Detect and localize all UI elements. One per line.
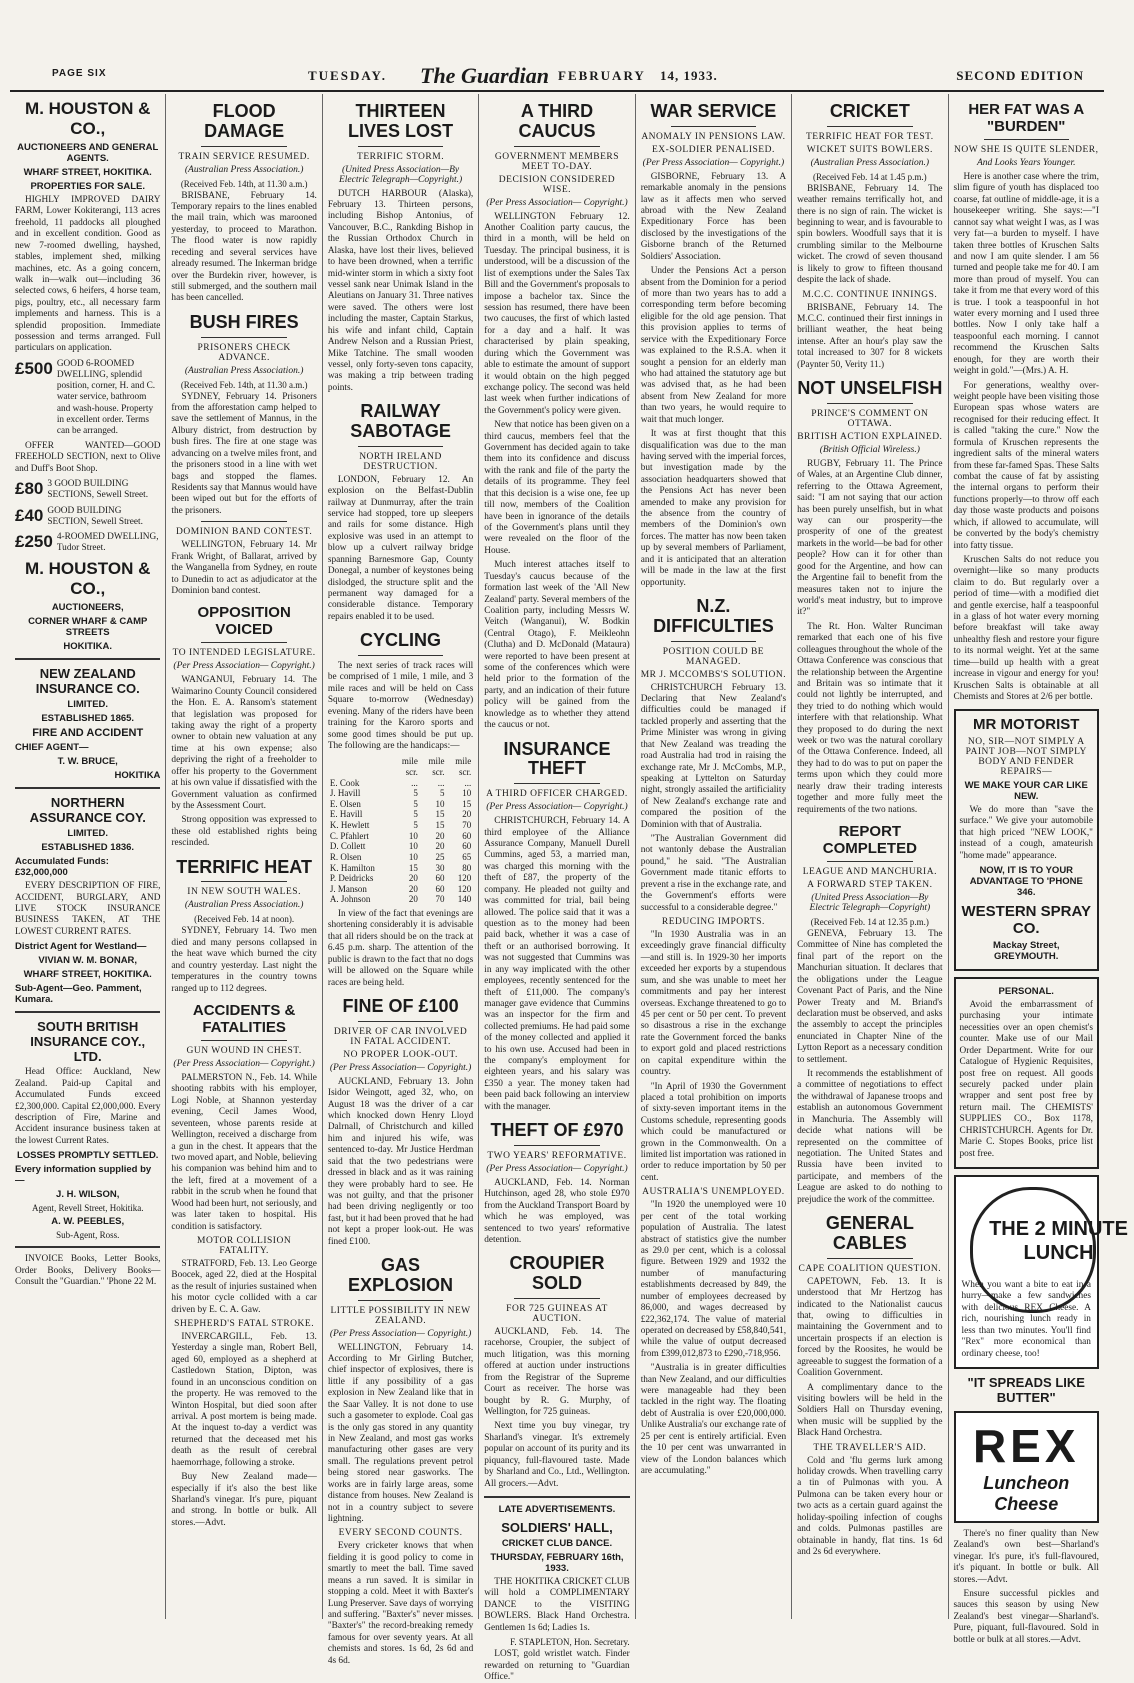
subheading: TO INTENDED LEGISLATURE.: [172, 648, 316, 659]
sub-agent: Sub-Agent—Geo. Pamment, Kumara.: [15, 983, 142, 1006]
article-body: INVERCARGILL, Feb. 13. Yesterday a single man, Robert Bell, aged 60, employed as a shepherd at Castledown Station, Dipton, was found in an unconscious condition on the property. He was removed to the Winton Hospital, but died soon after arrival. A post mortem is being made. At the inquest to-day a verdict was returned that the deceased met his death as the result of cerebral haemorrhage, following a stroke.: [171, 1332, 317, 1468]
advertisement-text: Kruschen Salts do not reduce you overnight—like so many products claim to do. But regularly over a period of time—with a modified diet and gentle exercise, half a teaspoonful in a glass of hot water every morning before breakfast will take away unhealthy flesh and restore your figure to its normal weight. Yet at the same time—build up health with a great increase in vigour and energy for you! Kruschen Salts is obtainable at all Chemists and Stores at 2/6 per bottle.: [953, 554, 1099, 702]
article-body: WELLINGTON, February 14. According to Mr Girling Butcher, chief inspector of explosives, there is little if any possibility of a gas explosion in New Zealand like that in the Saar Valley. It is not done to use such a gasometer to explode. Coal gas is the only gas stored in any quantity in New Zealand, and most gas works manufacturing other gases are very small. The regulations prevent petrol being stored near gasworks. The works are in fairly large areas, some distance from houses. New Zealand is not in a country subject to severe lightning.: [327, 1342, 474, 1524]
hokitika-label-2: HOKITIKA: [114, 770, 161, 782]
theft-970-headline: THEFT OF £970: [490, 1120, 624, 1141]
wharf-street-2: WHARF STREET, HOKITIKA.: [23, 969, 152, 981]
subheading: AUSTRALIA'S UNEMPLOYED.: [642, 1187, 785, 1198]
subheading: CAPE COALITION QUESTION.: [798, 1263, 942, 1274]
table-cell: 5: [440, 788, 445, 799]
article-body: In view of the fact that evenings are shortening considerably it is advisable that all riders should be on the track at 6.45 p.m. sharp. The attention of the public is drawn to the fact that no dogs will be allowed on the Square while races are being held.: [327, 908, 474, 988]
article-body: It was at first thought that this disqualification was due to the man having served with the imperial forces, but investigation made by the association headquarters showed that the Pensions Act has never been amended to make any provision for the absence from the country of members of the Dominion's own forces. The matter has now been taken up by several members of Parliament, and it is anticipated that an alteration will be made in the law at the first opportunity.: [640, 429, 787, 588]
article-body: CHRISTCHURCH February 13. Declaring that New Zealand's difficulties could be managed if tackled properly and asserting that the Prime Minister was wrong in giving that New Zealand was treading the road Australia had trod in raising the exchange rate, Mr J. McCombs, M.P., speaking at Lyttelton on Saturday night, strongly assailed the artificiality of New Zealand's exchange rate and compared the position of the Dominion with that of Australia.: [640, 682, 787, 830]
table-cell: A. Johnson: [329, 894, 371, 905]
subheading: POSITION COULD BE MANAGED.: [662, 646, 765, 667]
press-credit: (Per Press Association— Copyright.): [173, 661, 315, 672]
subheading: EX-SOLDIER PENALISED.: [651, 144, 775, 155]
table-cell: 60: [462, 830, 472, 841]
accidents-headline: ACCIDENTS & FATALITIES: [192, 1002, 296, 1036]
listing-250-text: 4-ROOMED DWELLING, Tudor Street.: [56, 531, 159, 554]
subheading: TWO YEARS' REFORMATIVE.: [487, 1150, 627, 1161]
subheading: NO, SIR—NOT SIMPLY A PAINT JOB—NOT SIMPLY BODY AND FENDER REPAIRS—: [965, 736, 1087, 777]
personal-heading: PERSONAL.: [998, 986, 1054, 998]
subheading: A FORWARD STEP TAKEN.: [807, 880, 933, 890]
article-body: DUTCH HARBOUR (Alaska), February 13. Thirteen persons, including Bishop Antonius, of Vancouver, B.C., Rankding Bishop in the Russian Orthodox Church in Alaska, have lost their lives, believed to have been drowned, when a terrific mid-winter storm in which a sixty foot vessel sank near Unimak Island in the Aleutians on January 31. Three natives were saved. The others were lost including the master, Captain Starkus, his wife and infant child, Captain Andrew Nelson and a Russian Priest, Mike Tatchine. The small wooden vessel, only forty-seven tons capacity, was making a trip between trading points.: [327, 188, 474, 393]
lunch-slogan: THE 2 MINUTE LUNCH: [989, 1217, 1128, 1264]
croupier-sold-headline: CROUPIER SOLD: [509, 1253, 605, 1294]
table-cell: scr.: [405, 767, 418, 778]
article-body: SYDNEY, February 14. Prisoners from the afforestation camp helped to save the settlement of Mannus, in the Albury district, from destruction by bush fires. The fire at one stage was advancing on a twelve miles front, and the prisoners stood in a line with wet bags and stopped the flames. Residents say that Mannus would have been wiped out but for the efforts of the prisoners.: [171, 391, 317, 516]
cycling-headline: CYCLING: [360, 630, 442, 651]
listing-250: [15, 532, 160, 554]
table-cell: mile: [428, 756, 445, 767]
table-cell: 120: [457, 873, 472, 884]
advertisement-text: We do more than "save the surface." We give your automobile that high priced "NEW LOOK," instead of a cough, amateurish "home made" appearance.: [959, 804, 1093, 861]
handicap-table: [328, 756, 473, 905]
flood-damage-headline: FLOOD DAMAGE: [204, 101, 285, 141]
table-cell: 30: [435, 862, 445, 873]
subheading: THE TRAVELLER'S AID.: [813, 1442, 927, 1453]
not-unselfish-headline: NOT UNSELFISH: [797, 378, 943, 399]
advertisement-text: Cold and 'flu germs lurk among holiday crowds. When travelling carry a tin of Pulmonas with you. A Pulmona can be taken every hour or two acts as a certain guard against the holiday-spoiling infection of coughs and colds. Pulmonas pastilles are obtainable in handy, flat tins. 1s 6d and 2s 6d everywhere.: [797, 1455, 943, 1557]
columns: [10, 94, 1128, 1682]
article-body: Much interest attaches itself to Tuesday's caucus because of the formation last week of the 'All New Zealand' party. Several members of the Coalition party, including Messrs W. Veitch (Wanganui), W. Bodkin (Central Otago), F. Meikleohn (Clutha) and D. McDonald (Mataura) were reported to have been present at some of the conferences which were held prior to the formation of the party, and an indication of their future policy will be gained from the knowledge as to whether they attend the caucus or not.: [484, 560, 630, 731]
subheading: EVERY SECOND COUNTS.: [338, 1528, 463, 1539]
article-body: STRATFORD, Feb. 13. Leo George Boocek, aged 22, died at the Hospital as the result of injuries sustained when his motor cycle collided with a car driven by E. C. A. Gaw.: [171, 1258, 317, 1315]
price-40: £40: [15, 505, 44, 525]
masthead-month: FEBRUARY: [558, 68, 646, 83]
table-row: [328, 894, 473, 905]
table-cell: 10: [408, 851, 418, 862]
table-cell: ...: [411, 777, 418, 788]
advertisement-text: Next time you buy vinegar, try Sharland's vinegar. It's extremely popular on account of its purity and its piquancy, full-flavoured taste. Made by Sharland and Co., Ltd., Wellington. All grocers.—Advt.: [484, 1421, 630, 1489]
northern-assurance-heading: NORTHERN ASSURANCE COY.: [29, 795, 146, 826]
soldiers-hall: SOLDIERS' HALL,: [501, 1519, 613, 1535]
masthead-date: 14, 1933.: [660, 68, 718, 83]
subheading: NOW SHE IS QUITE SLENDER,: [953, 145, 1099, 155]
table-cell: mile: [455, 756, 472, 767]
dateline: (Received Feb. 14th, at 11.30 a.m.): [180, 178, 308, 189]
article-body: WELLINGTON, February 14. Mr Frank Wright, of Ballarat, arrived by the Wanganella from Sydney, en route to Dunedin to act as adjudicator at the Dominion band contest.: [171, 540, 317, 596]
accumulated-funds: Accumulated Funds: £32,000,000: [15, 856, 109, 879]
listing-80: [15, 479, 160, 501]
table-cell: 20: [462, 809, 472, 820]
advertisement-text: When you want a bite to eat in a hurry—make a few sandwiches with delicious REX Cheese. A rich, nourishing lunch ready in less than two minutes. You'll find "Rex" more economical than ordinary cheese, too!: [961, 1279, 1091, 1359]
dateline: (Received Feb. 14 at 12.35 p.m.): [810, 917, 929, 927]
table-cell: [328, 767, 393, 778]
press-credit: (British Official Wireless.): [819, 444, 920, 455]
agent-bonar: VIVIAN W. M. BONAR,: [38, 955, 138, 967]
agent-peebles: A. W. PEEBLES,: [51, 1216, 125, 1228]
subheading: DRIVER OF CAR INVOLVED IN FATAL ACCIDENT.: [333, 1026, 468, 1047]
table-row: [328, 767, 473, 778]
table-cell: [328, 756, 393, 767]
article-body: "In 1920 the unemployed were 10 per cent of the total working population of Australia. The latest abstract of statistics give the number as 29.0 per cent, which is a colossal figure. Between 1929 and 1932 the number of manufacturing establishments decreased by 849, the number of employees decreased by 86,000, and wages decreased by £22,362,174. The value of material operated on decreased by £58,840,541, while the value of output decreased from £399,012,873 to £290,-718,956.: [640, 1200, 787, 1359]
column-3: [323, 94, 479, 1666]
subheading: M.C.C. CONTINUE INNINGS.: [802, 289, 938, 300]
table-cell: 5: [413, 788, 418, 799]
table-cell: ...: [464, 777, 472, 788]
article-body: "In April of 1930 the Government placed a total prohibition on imports of sixty-seven important items in the Customs schedule, representing goods which could be manufactured or grown in the Commonwealth. On a limited list importation was rationed in order to reduce importation by 50 per cent.: [640, 1081, 787, 1183]
auctioneers-label: AUCTIONEERS AND GENERAL AGENTS.: [17, 142, 159, 164]
article-body: AUCKLAND, February 13. John Isidor Weingott, aged 32, who, on August 18 was the driver of a car which knocked down Henry Lloyd Dalrnall, of Christchurch and killed him and injured his wife, was sentenced to-day. Mr Justice Herdman said that the two pedestrians were dressed in black and as it was raining they were probably hard to see. He was not guilty, and that the prisoner had been driving negligently or too fast, but it had been proved that he had not kept a proper look-out. He was fined £100.: [327, 1076, 474, 1247]
table-cell: 20: [435, 830, 445, 841]
table-row: [328, 841, 473, 852]
nz-insurance-established: ESTABLISHED 1865.: [41, 713, 135, 725]
table-cell: 15: [462, 798, 472, 809]
table-cell: 60: [435, 873, 445, 884]
dairy-farm-ad: HIGHLY IMPROVED DAIRY FARM, Lower Kokiterangi, 113 acres freehold, 11 paddocks all ploughed and in excellent condition. Good as new 7-roomed dwelling, hayshed, stables, implement shed, milking machines, etc. As a going concern, walk in—walk out—including 36 selected cows, 6 heifers, 4 horse team, pigs, poultry, etc., all necessary farm implements and harness. This is a splendid proposition. Immediate possession and terms arranged. Full particulars on application.: [15, 195, 161, 354]
insurance-theft-headline: INSURANCE THEFT: [503, 738, 611, 779]
table-row: [328, 799, 473, 810]
dance-date: THURSDAY, FEBRUARY 16th, 1933.: [490, 1551, 624, 1574]
article-body: Under the Pensions Act a person absent from the Dominion for a period of more than two years has to add a corresponding term before becoming eligible for the old age pension. That this provision applies to terms of service with the Expeditionary Force was explained to the R.S.A. when it sought a pension for an elderly man who had attained the statutory age but was advised that, as he had been absent from New Zealand for more than two years, he would require to wait that much longer.: [640, 266, 787, 425]
invoice-books-ad: INVOICE Books, Letter Books, Order Books, Delivery Books—Consult the "Guardian." 'Phone 22 M.: [15, 1254, 161, 1288]
table-cell: K. Hewlett: [329, 820, 370, 831]
subheading: WICKET SUITS BOWLERS.: [806, 144, 933, 155]
table-row: [328, 863, 473, 874]
article-body: A complimentary dance to the visiting bowlers will be held in the Soldiers Hall on Thursday evening, when music will be supplied by the Black Hand Orchestra.: [797, 1382, 943, 1439]
press-credit: (Australian Press Association.): [184, 365, 304, 376]
table-cell: 70: [435, 894, 445, 905]
table-cell: 15: [408, 862, 418, 873]
nz-insurance-limited: LIMITED.: [67, 699, 109, 711]
table-cell: 15: [435, 809, 445, 820]
listing-40-text: GOOD BUILDING SECTION, Sewell Street.: [47, 505, 143, 527]
houston-heading: M. HOUSTON & CO.,: [25, 99, 151, 138]
advertisement-text: Avoid the embarrassment of purchasing your intimate necessities over an open chemist's counter. Make use of our Mail Order Department. Write for our Catalogue of Hygienic Requisites, post free on request. All goods securely packed under plain wrapper and sent post free by return mail. The CHEMISTS' SUPPLIES CO., Box 1178, CHRISTCHURCH. Agents for Dr. Marie C. Stopes Books, price list post free.: [959, 1000, 1093, 1159]
subheading: GOVERNMENT MEMBERS MEET TO-DAY.: [494, 151, 620, 172]
subheading: PRINCE'S COMMENT ON OTTAWA.: [811, 408, 929, 429]
late-ads-heading: LATE ADVERTISEMENTS.: [498, 1503, 616, 1515]
press-credit: (Per Press Association— Copyright.): [486, 197, 628, 208]
press-credit: (Per Press Association— Copyright.): [486, 802, 628, 813]
price-250: £250: [15, 531, 53, 551]
luncheon-cheese-label: Luncheon Cheese: [983, 1472, 1070, 1514]
table-cell: scr.: [459, 767, 472, 778]
agent-wilson-role: Agent, Revell Street, Hokitika.: [31, 1203, 144, 1214]
address: Mackay Street, GREYMOUTH.: [992, 940, 1060, 963]
table-cell: R. Olsen: [329, 851, 362, 862]
listing-80-text: 3 GOOD BUILDING SECTIONS, Sewell Street.: [47, 479, 149, 501]
column-2: [166, 94, 322, 1619]
subheading: NO PROPER LOOK-OUT.: [343, 1049, 458, 1060]
table-cell: 15: [435, 820, 445, 831]
listing-500-text: GOOD 6-ROOMED DWELLING, splendid position, corner, H. and C. water service, bathroom and wash-house. Property in excellent order. Terms can be arranged.: [56, 358, 156, 436]
table-row: [328, 852, 473, 863]
houston-heading-2: M. HOUSTON & CO.,: [25, 559, 151, 599]
auctioneers-label-2: AUCTIONEERS,: [51, 602, 124, 614]
table-cell: 60: [462, 841, 472, 852]
advertisement-text: For generations, wealthy over-weight people have been visiting those European spas whose waters are recognised for their reducing effect. It is called "taking the cure." Now the formula of Kruschen represents the ingredient salts of the mineral waters from these far-famed Spas. These Salts combat the cause of fat by assisting the internal organs to perform their functions properly—to throw off each day those waste products and poisons which, if allowed to accumulate, will be converted by the body's chemistry into fatty tissue.: [953, 380, 1099, 551]
table-cell: 80: [462, 862, 472, 873]
district-agent-label: District Agent for Westland—: [15, 941, 147, 953]
table-cell: 120: [457, 883, 472, 894]
masthead-day: TUESDAY.: [308, 68, 387, 83]
information-label: Every information supplied by—: [15, 1164, 152, 1187]
wharf-street: WHARF STREET, HOKITIKA.: [23, 167, 152, 178]
western-spray-heading: WESTERN SPRAY CO.: [961, 903, 1091, 938]
advertisement-text: Ensure successful pickles and sauces this season by using New Zealand's best vinegar—Sharland's. Pure, piquant, full-flavoured. Sold in bottle or bulk at all stores.—Advt.: [953, 1589, 1099, 1645]
article-body: WELLINGTON February 12. Another Coalition party caucus, the third in a month, will be held on Tuesday. The principal business, it is understood, will be a discussion of the list of exemptions under the Sales Tax Bill and the Government's proposals to impose a bachelor tax. Since the session has resumed, there have been two caucuses, the first of which lasted for a day and a half. It was characterised by plain speaking, during which the Government was able to estimate the amount of support it would obtain on the high pegged exchange policy. The second was held last week when further indications of the Government's policy were given.: [484, 211, 630, 416]
subheading: LEAGUE AND MANCHURIA.: [802, 867, 937, 877]
press-credit: (Per Press Association— Copyright.): [329, 1328, 472, 1339]
third-caucus-headline: A THIRD CAUCUS: [518, 101, 596, 141]
press-credit: (Per Press Association— Copyright.): [173, 1059, 315, 1070]
opposition-voiced-headline: OPPOSITION VOICED: [197, 604, 291, 638]
listing-500: [15, 359, 160, 437]
rex-logo: REX: [972, 1419, 1080, 1472]
table-cell: J. Havill: [329, 788, 361, 799]
press-credit: (Per Press Association— Copyright.): [486, 1163, 628, 1174]
article-body: "In 1930 Australia was in an exceedingly grave financial difficulty—and still is. In 1929-30 her imports exceeded her exports by a stupendous sum, and she was unable to meet her commitments and pay her interest overseas. Exchange threatened to go to 45 per cent or 50 per cent. To prevent so disastrous a rise in the exchange rate the Government forced the banks to export gold and placed restrictions on capital expenditure within the country.: [640, 930, 787, 1078]
report-completed-headline: REPORT COMPLETED: [822, 823, 917, 857]
table-cell: ...: [437, 777, 445, 788]
northern-limited: LIMITED.: [67, 828, 109, 840]
table-cell: 20: [408, 883, 418, 894]
railway-sabotage-headline: RAILWAY SABOTAGE: [350, 401, 451, 441]
table-cell: 5: [413, 809, 418, 820]
edition-label: SECOND EDITION: [956, 68, 1084, 83]
general-cables-headline: GENERAL CABLES: [825, 1213, 914, 1253]
table-cell: 10: [435, 798, 445, 809]
phone-number: NOW, IT IS TO YOUR ADVANTAGE TO 'PHONE 346.: [969, 865, 1083, 899]
lost-notice: LOST, gold wristlet watch. Finder rewarded on returning to "Guardian Office.": [484, 1649, 630, 1682]
subheading: DOMINION BAND CONTEST.: [176, 527, 313, 538]
article-body: AUCKLAND, Feb. 14. Norman Hutchinson, aged 28, who stole £970 from the Auckland Transport Board by which he was employed, was sentenced to two years' reformative detention.: [484, 1177, 630, 1246]
newspaper-title: The Guardian: [420, 63, 549, 88]
fine-headline: FINE OF £100: [342, 995, 459, 1016]
press-credit: (Australian Press Association.): [184, 900, 304, 911]
column-4: [479, 94, 635, 1682]
article-body: RUGBY, February 11. The Prince of Wales, at an Argentine Club dinner, referring to the Ottawa Agreement, said: "I am not saying that our action has been purely unselfish, but in what way can our prosperity—the prosperity of one of the greatest markets in the world—be bad for other people? How can it for other than good for the Argentine, and how can the Argentine fail to benefit from the measures taken not to injure the world's meat industry, but to improve it?": [797, 458, 943, 618]
subheading: MR J. MCCOMBS'S SOLUTION.: [640, 669, 787, 680]
subheading: BRITISH ACTION EXPLAINED.: [797, 431, 943, 442]
table-row: [328, 778, 473, 789]
personal-ad: [954, 977, 1099, 1169]
hokitika-label: HOKITIKA.: [63, 641, 112, 653]
cricket-dance: CRICKET CLUB DANCE.: [501, 1537, 613, 1549]
chief-agent-label: CHIEF AGENT—: [15, 742, 89, 754]
article-body: AUCKLAND, Feb. 14. The racehorse, Croupier, the subject of much litigation, was this morning offered at auction under instructions from the Registrar of the Supreme Court as receiver. The horse was bought by R. G. Murphy, of Wellington, for 725 guineas.: [484, 1327, 630, 1418]
advertisement-text: Every cricketer knows that when fielding it is good policy to come in smartly to meet the ball. Time saved means a run saved. It is similar in stopping a cold. Meet it with Baxter's Lung Preserver. Save days of worrying and suffering. "Baxter's" never misses. "Baxter's" the record-breaking remedy famous for over seventy years. At all chemists and stores. 1s 6d, 2s 6d and 4s 6d.: [327, 1541, 474, 1666]
subheading: FOR 725 GUINEAS AT AUCTION.: [506, 1304, 608, 1325]
table-cell: P. Deidricks: [329, 873, 374, 884]
dateline: (Received Feb. 14th, at 11.30 a.m.): [180, 379, 308, 390]
offer-wanted-ad: OFFER WANTED—GOOD FREEHOLD SECTION, next to Olive and Duff's Boot Shop.: [15, 441, 161, 474]
subheading: TERRIFIC HEAT FOR TEST.: [806, 131, 934, 142]
table-cell: 60: [435, 883, 445, 894]
table-cell: 20: [408, 873, 418, 884]
column-advertisements: [10, 94, 166, 1619]
insurance-description: EVERY DESCRIPTION OF FIRE, ACCIDENT, BURGLARY, AND LIVE STOCK INSURANCE BUSINESS TAKEN, AT THE LOWEST CURRENT RATES.: [15, 881, 161, 937]
article-body: PALMERSTON N., Feb. 14. While shooting rabbits with his employer, Logi Noble, at Shannon yesterday evening, Cecil James Wood, seventeen, whose parents reside at Wellington, received a discharge from a gun in the chest. It appears that the two moved apart, and Noble, believing his companion was behind him and to the left, fired at a movement of a rabbit in the scrub when he found that Wood had been hurt, not seriously, and was later taken to hospital. His condition is satisfactory.: [171, 1073, 317, 1232]
press-credit: (United Press Association—By Electric Telegraph—Copyright.): [338, 164, 463, 185]
article-body: "The Australian Government did not wantonly debase the Australian pound," he said. "The Australian Government made titanic efforts to prevent a rise in the exchange rate, and the Government's efforts were successful to a considerable degree.": [640, 834, 787, 913]
corner-streets: CORNER WHARF & CAMP STREETS: [28, 616, 148, 639]
table-row: [328, 831, 473, 842]
cricket-headline: CRICKET: [829, 101, 910, 121]
table-cell: 25: [435, 851, 445, 862]
subheading: PRISONERS CHECK ADVANCE.: [197, 342, 291, 363]
article-body: CHRISTCHURCH, February 14. A third employee of the Alliance Assurance Company, Manuell Durell Cummins, aged 53, a married man, was charged this morning with the theft of £87, the property of the company. He pleaded not guilty and was committed for trial, bail being allowed. The police said that it was a question as to the money had been paid back, whether it was a case of theft or an authorised borrowing. It was not suggested that Cummins was in any way implicated with the other employees, recently sentenced for the theft of £11,000. The company's manager gave evidence that Cummins was an inspector for the firm and collected premiums. He had paid some of the money collected and applied it to his own use. Accused had been in the company's employment for eighteen years, and his salary was £350 a year. The money taken had been paid back following an interview with the manager.: [484, 816, 630, 1112]
table-cell: 10: [408, 841, 418, 852]
properties-heading: PROPERTIES FOR SALE.: [30, 181, 145, 192]
article-body: GENEVA, February 13. The Committee of Nine has completed the final part of the report on the Manchurian situation. It declares that the obligations under the League Covenant Pact of Paris, and the Nine Power Treaty and M. Briand's declaration must be observed, and asks the assembly to accept the principles enunciated in Chapter Nine of the Lytton Report as a necessary condition to settlement.: [797, 929, 943, 1065]
table-row: [328, 809, 473, 820]
rex-cheese-ad: [954, 1411, 1099, 1523]
press-credit: (Australian Press Association.): [184, 164, 304, 175]
table-cell: E. Havill: [329, 809, 363, 820]
fire-accident-label: FIRE AND ACCIDENT: [32, 727, 144, 740]
subheading: LITTLE POSSIBILITY IN NEW ZEALAND.: [330, 1305, 471, 1326]
column-5: [636, 94, 792, 1619]
agent-wilson: J. H. WILSON,: [56, 1189, 120, 1201]
subheading: REDUCING IMPORTS.: [661, 917, 765, 928]
table-cell: 5: [413, 820, 418, 831]
advertisement-text: There's no finer quality than New Zealand's own best—Sharland's vinegar. It's pure, it's full-flavoured, it's piquant. In bottle or bulk. All stores.—Advt.: [953, 1528, 1099, 1585]
terrific-heat-headline: TERRIFIC HEAT: [176, 856, 312, 877]
subheading: IN NEW SOUTH WALES.: [187, 887, 301, 898]
press-credit: (Per Press Association— Copyright.): [642, 157, 785, 168]
subheading: SHEPHERD'S FATAL STROKE.: [174, 1319, 315, 1330]
table-cell: 20: [408, 894, 418, 905]
article-body: The Rt. Hon. Walter Runciman remarked that each one of his five colleagues throughout the whole of the Ottawa Conference was conscious that the relationship between the Argentine and Britain was so intimate that it could not lightly be interrupted, and they tried to do nothing which would interfere with that relationship. What they proposed to do during the next week or two was the natural corollary of the Ottawa Conference. Indeed, all they had to do was to put on paper the terms upon which they could more nearly draw their trading interests together and more fully meet the requirements of the two nations.: [797, 621, 943, 815]
subheading: WE MAKE YOUR CAR LIKE NEW.: [964, 779, 1088, 802]
her-fat-headline: HER FAT WAS A "BURDEN": [968, 101, 1085, 135]
article-body: CAPETOWN, Feb. 13. It is understood that Mr Hertzog has indicated to the Nationalist caucus that, owing to difficulties in maintaining the Government and to uncertain prospects if an election is forced by the Roosites, he would be agreeable to suggest the formation of a Coalition Government.: [797, 1276, 943, 1379]
listing-40: [15, 506, 160, 528]
article-body: Strong opposition was expressed to these old established rights being rescinded.: [171, 815, 317, 849]
table-cell: 70: [462, 820, 472, 831]
subheading: GUN WOUND IN CHEST.: [186, 1046, 302, 1057]
table-cell: D. Collett: [329, 841, 366, 852]
agent-bruce: T. W. BRUCE,: [57, 756, 118, 768]
page-number: PAGE SIX: [52, 68, 107, 79]
advertisement-text: Buy New Zealand made—especially if it's also the best like Sharland's vinegar. It's pure, piquant and strong. In bottle or bulk. All stores.—Advt.: [171, 1472, 317, 1528]
dateline: (Received Feb. 14 at 1.45 p.m.): [812, 171, 927, 182]
war-service-headline: WAR SERVICE: [650, 101, 777, 121]
secretary-signature: F. STAPLETON, Hon. Secretary.: [510, 1637, 630, 1648]
motorist-ad: [954, 709, 1099, 971]
table-cell: 140: [457, 894, 472, 905]
dateline: (Received Feb. 14 at noon).: [194, 914, 295, 925]
table-cell: J. Manson: [329, 883, 367, 894]
price-80: £80: [15, 479, 44, 499]
nz-difficulties-headline: N.Z. DIFFICULTIES: [653, 595, 774, 636]
press-credit: (United Press Association—By Electric Telegraph—Copyright): [809, 893, 931, 913]
article-body: SYDNEY, February 14. Two men died and many persons collapsed in the heat wave which burned the city and country yesterday. Last night the temperatures in the country towns ranged up to 112 degrees.: [171, 926, 317, 994]
subheading: And Looks Years Younger.: [976, 158, 1076, 168]
table-cell: 65: [462, 851, 472, 862]
table-cell: E. Cook: [329, 777, 360, 788]
gas-explosion-headline: GAS EXPLOSION: [348, 1255, 454, 1295]
article-body: BRISBANE, February 14. The weather remains terrifically hot, and there is no sign of rain. The wicket is beginning to wear, and is favourable to spin bowlers. Woodfull says that it is crumbling similar to the Melbourne wicket. The crowd of seven thousand is likely to grow to fifteen thousand despite the lack of shade.: [797, 183, 943, 286]
price-500: £500: [15, 358, 53, 378]
spreads-slogan: "IT SPREADS LIKE BUTTER": [967, 1374, 1085, 1405]
losses-settled: LOSSES PROMPTLY SETTLED.: [16, 1150, 159, 1162]
table-cell: C. Pfahlert: [329, 830, 369, 841]
subheading: MOTOR COLLISION FATALITY.: [197, 1235, 292, 1256]
thirteen-lives-headline: THIRTEEN LIVES LOST: [348, 101, 454, 141]
article-body: "Australia is in greater difficulties than New Zealand, and our difficulties were manageable had they been tackled in the right way. The floating debt of Australia is over £20,000,000. Unlike Australia's our exchange rate of 25 per cent is entirely artificial. Even the 10 per cent was unwarranted in view of the London balances which are accumulating.": [640, 1363, 787, 1476]
table-cell: 10: [408, 830, 418, 841]
bush-fires-headline: BUSH FIRES: [189, 311, 299, 332]
table-cell: K. Hamilton: [329, 862, 375, 873]
table-cell: 20: [435, 841, 445, 852]
advertisement-text: Here is another case where the trim, slim figure of youth has displaced too coarse, fat outline of middle-age, it is a housekeeper writing. She says:—"I cannot say what weight I was, as I was very fat—a burden to myself. I have taken three bottles of Kruschen Salts and now I am quite slender. I am 56 turned and people take me for 40. I am more than proud of myself. You can take it from me that every word of this is true. I took a teaspoonful in hot water every morning and I used three bottles. Now I only take half a teaspoonful each morning. I cannot recommend the Kruschen Salts enough, for they are worth their weight in gold."—(Mrs.) A. H.: [953, 172, 1099, 377]
agent-peebles-role: Sub-Agent, Ross.: [56, 1230, 120, 1241]
table-row: [328, 756, 473, 767]
subheading: ANOMALY IN PENSIONS LAW.: [641, 131, 786, 142]
article-body: LONDON, February 12. An explosion on the Belfast-Dublin railway at Dunmurray, after the train service had stopped, tore up sleepers and rails for some distance. High explosive was used in an attempt to blow up a culvert railway bridge spanning Barnesmore Gap, County Donegal, a number of keystones being dislodged, the structure split and the permanent way damaged for a considerable distance. Temporary repairs enabled it to be used.: [327, 474, 474, 622]
article-body: GISBORNE, February 13. A remarkable anomaly in the pensions law as it affects men who served abroad with the New Zealand Expeditionary Force has been disclosed by the investigations of the Gisborne branch of the Returned Soldiers' Association.: [640, 171, 787, 262]
table-cell: 5: [413, 798, 418, 809]
article-body: BRISBANE, February 14. Temporary repairs to the lines enabled the mail train, which was marooned yesterday, to proceed to Marathon. The flood water is now rapidly receding and several services have already resumed. The Inkerman bridge over the Burdekin river, however, is still submerged, and the southern mail has been cancelled.: [171, 190, 317, 304]
subheading: DECISION CONSIDERED WISE.: [498, 174, 616, 195]
table-cell: E. Olsen: [329, 798, 361, 809]
press-credit: (Australian Press Association.): [810, 157, 930, 168]
column-7: [949, 94, 1128, 1645]
table-cell: scr.: [432, 767, 445, 778]
column-6: [792, 94, 948, 1619]
south-british-heading: SOUTH BRITISH INSURANCE COY., LTD.: [30, 1019, 146, 1065]
article-body: BRISBANE, February 14. The M.C.C. continued their first innings in brilliant weather, the heat being intense. After an hour's play saw the total increased to 307 for 8 wickets (Paynter 50, Verity 11.): [797, 302, 943, 370]
article-body: It recommends the establishment of a committee of negotiations to effect the withdrawal of Japanese troops and establish an autonomous Government in Manchuria. The Assembly will decide what nations will be represented on the committee of negotiation. The United States and Russia have been invited to participate, and members of the League are asked to do nothing to prejudice the work of the committee.: [797, 1069, 943, 1205]
table-row: [328, 788, 473, 799]
article-body: New that notice has been given on a third caucus, members feel that the Government has decided again to take them into its confidence and discuss with the rank and file of the party the details of its programme. They feel that this decision is a wise one, fee up till now, members of the Coalition have been in ignorance of the details of the Government's plans until they were revealed on the floor of the House.: [484, 420, 630, 556]
press-credit: (Per Press Association— Copyright.): [329, 1062, 472, 1073]
masthead: [10, 60, 1104, 92]
northern-established: ESTABLISHED 1836.: [41, 842, 135, 854]
nz-insurance-heading: NEW ZEALAND INSURANCE CO.: [35, 666, 140, 697]
subheading: NORTH IRELAND DESTRUCTION.: [359, 451, 442, 472]
table-row: [328, 884, 473, 895]
table-cell: mile: [401, 756, 418, 767]
subheading: A THIRD OFFICER CHARGED.: [486, 789, 628, 800]
article-body: WANGANUI, February 14. The Waimarino County Council considered the Hon. E. A. Ransom's statement that legislation was proposed for taking away the right of a property owner to obtain new valuation at any time at his own expense; also depriving the right of a freeholder to offer his property to the Government at his own value if dissatisfied with the Government valuation as confirmed by the Assessment Court.: [171, 675, 317, 811]
article-body: The next series of track races will be comprised of 1 mile, 1 mile, and 3 mile races and will be held on Cass Square to-morrow (Wednesday) evening. Many of the riders have been training for the Karoro sports and some good times should be put up. The following are the handicaps:—: [327, 661, 474, 752]
two-minute-lunch-ad: [954, 1175, 1128, 1369]
subheading: TERRIFIC STORM.: [357, 151, 445, 162]
table-row: [328, 873, 473, 884]
advertisement-text: THE HOKITIKA CRICKET CLUB will hold a COMPLIMENTARY DANCE to the VISITING BOWLERS. Black Hand Orchestra. Gentlemen 1s 6d; Ladies 1s.: [484, 1576, 630, 1633]
table-cell: 10: [462, 788, 472, 799]
table-row: [328, 820, 473, 831]
subheading: TRAIN SERVICE RESUMED.: [178, 151, 310, 162]
motorist-heading: MR MOTORIST: [973, 716, 1080, 734]
south-british-details: Head Office: Auckland, New Zealand. Paid-up Capital and Accumulated Funds exceed £2,300,000. Capital £2,000,000. Every description of Fire, Marine and Accident insurance business taken at the lowest Current Rates.: [15, 1067, 161, 1146]
